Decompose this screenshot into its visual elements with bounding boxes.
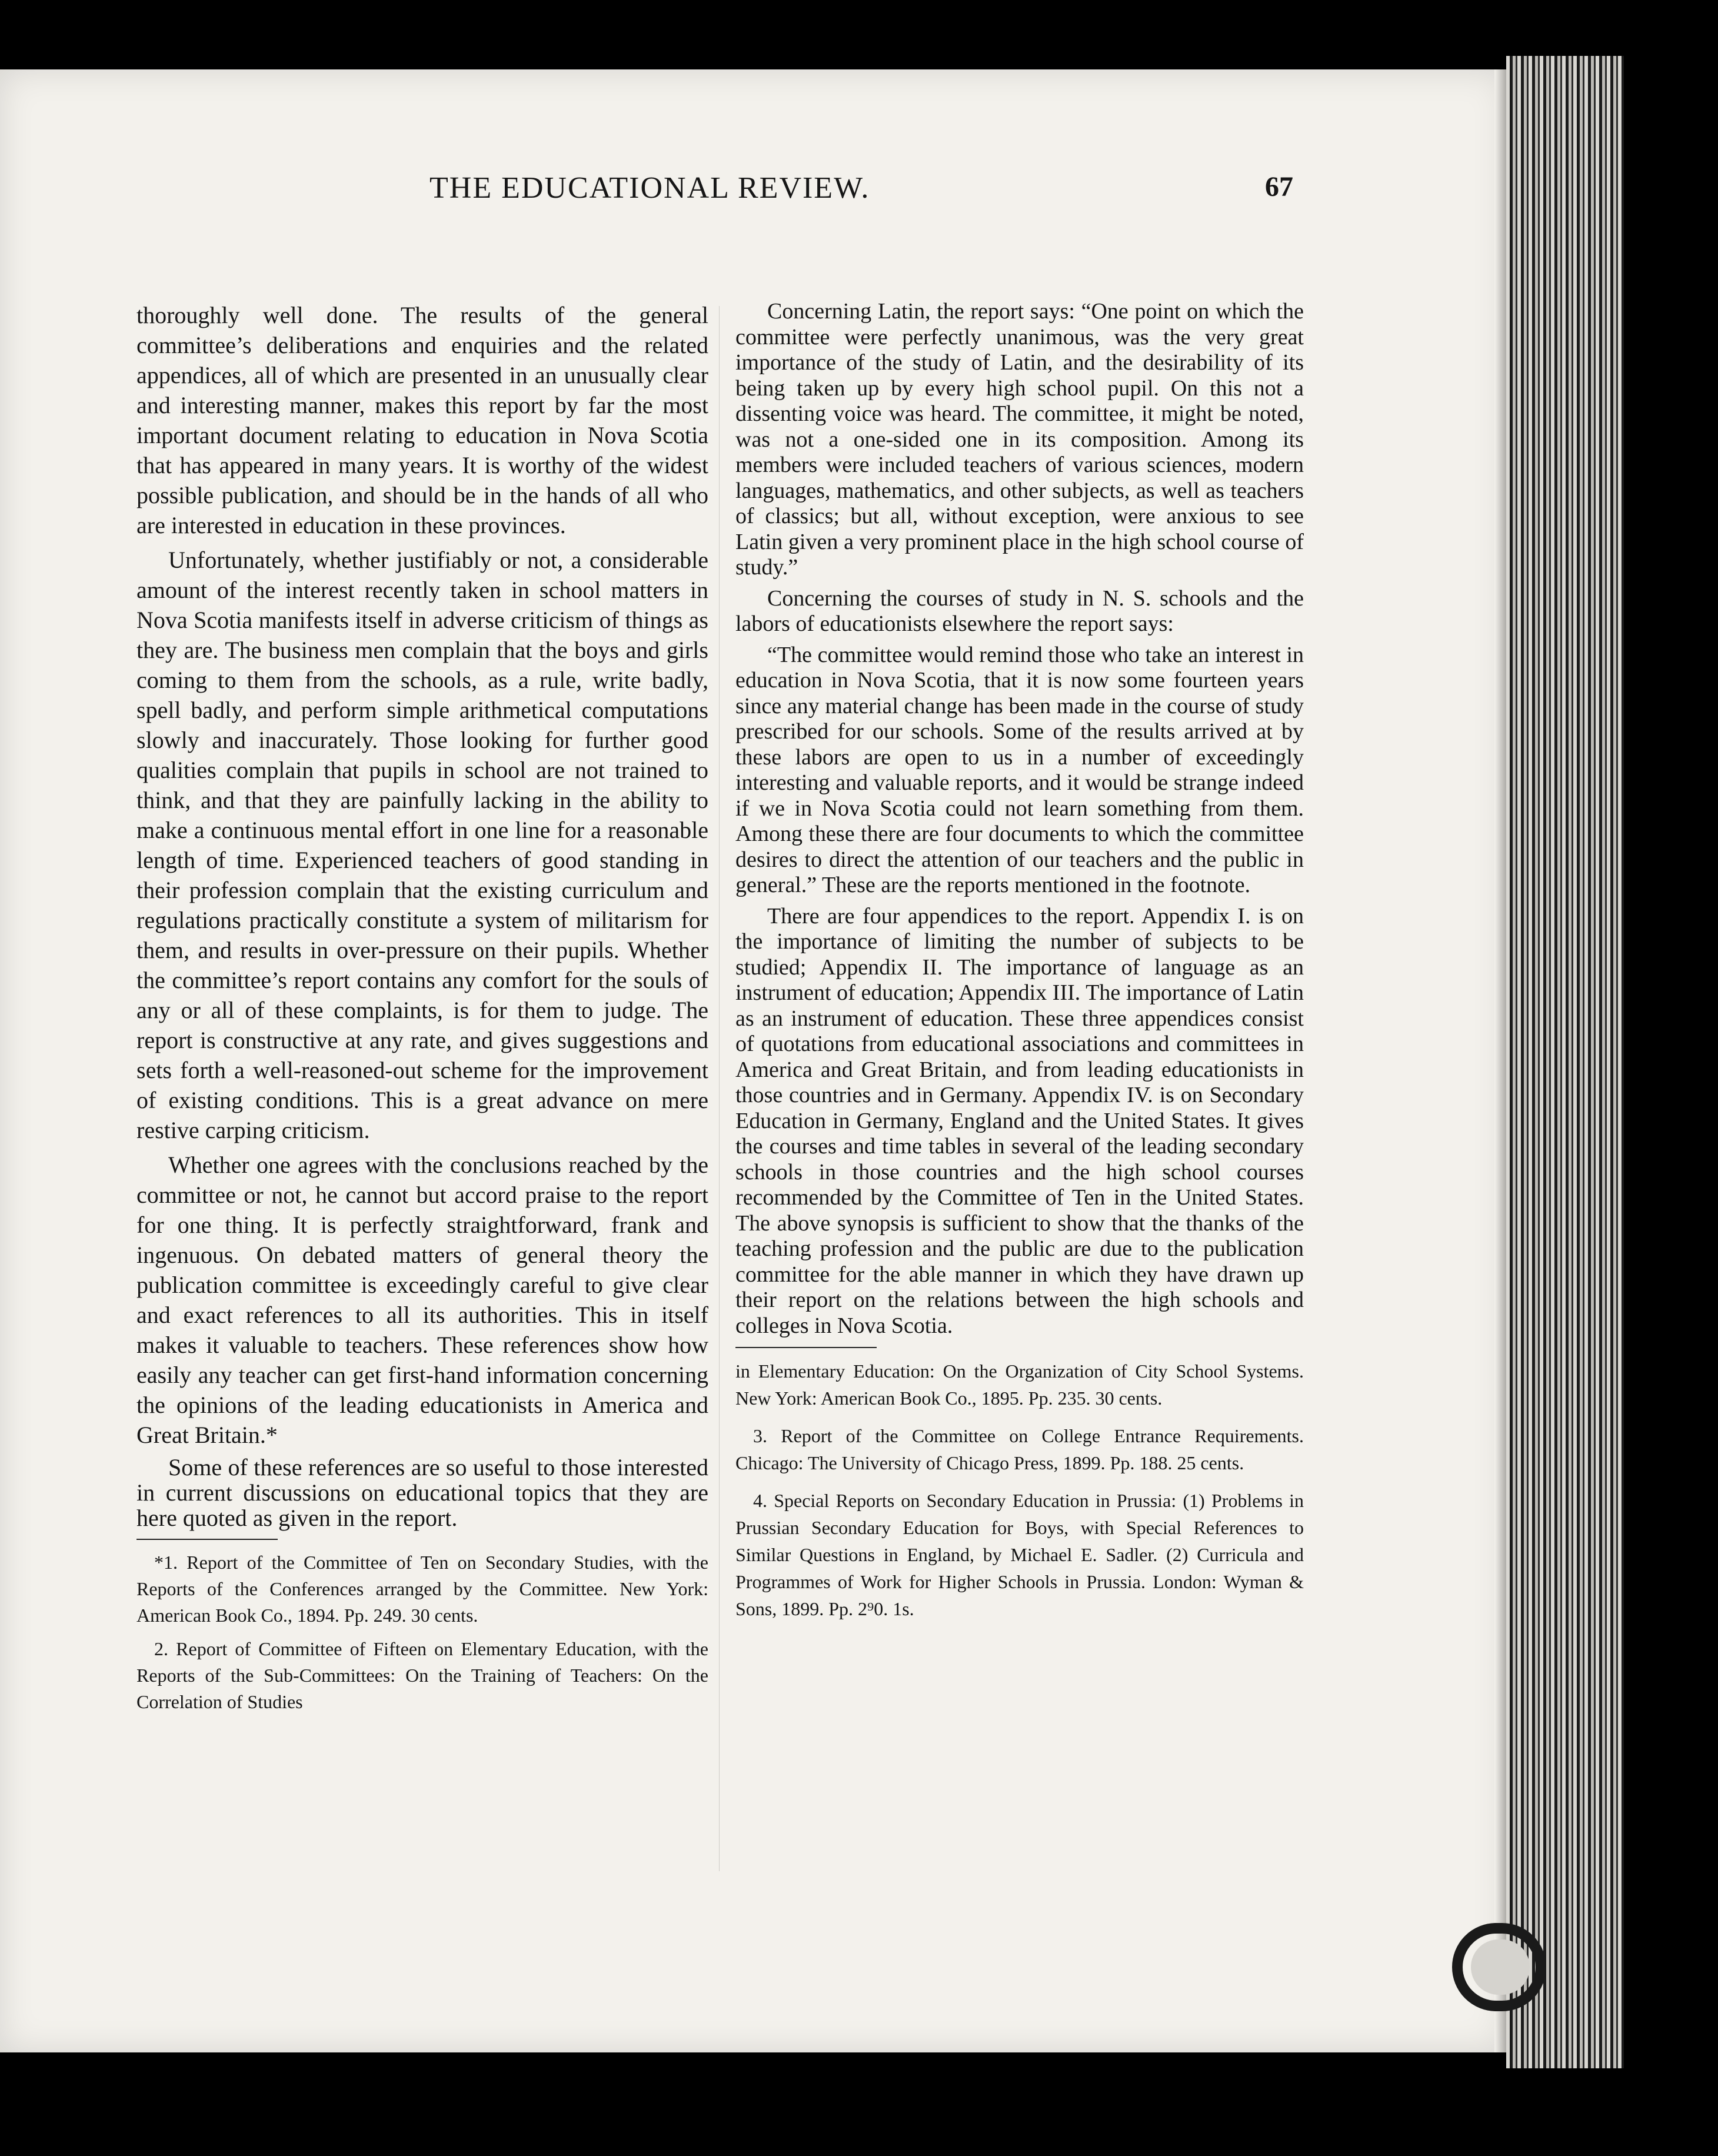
footnote-2: 2. Report of Committee of Fifteen on Elementary Education, with the Reports of the Sub-Committees: On the Training of Teachers: On the Correlation of Studies	[136, 1638, 708, 1712]
right-paragraph-1: Concerning Latin, the report says: “One point on which the committee were perfectly unanimous, was the very great importance of the study of Latin, and the desirability of its being taken up by every high school pupil. On this not a dissenting voice was heard. The committee, it might be noted, was not a one-sided one in its composition. Among its members were included teachers of various sciences, modern languages, mathematics, and other subjects, as well as teachers of classics; but all, without exception, were anxious to see Latin given a very prominent place in the high school course of study.”	[735, 299, 1304, 580]
footnote-rule	[136, 1539, 278, 1540]
book-binding-edge	[1506, 56, 1624, 2068]
left-paragraph-1: thoroughly well done. The results of the general committee’s deliberations and enquiries and the related appendices, all of which are presented in an unusually clear and interesting manner, makes this report by far the most important document relating to education in Nova Scotia that has appeared in many years. It is worthy of the widest possible publication, and should be in the hands of all who are interested in education in these provinces.	[136, 302, 708, 538]
footnote-3: 3. Report of the Committee on College Entrance Requirements. Chicago: The University of Chicago Press, 1899. Pp. 188. 25 cents.	[735, 1425, 1304, 1473]
footnote-2-continued: in Elementary Education: On the Organization of City School Systems. New York: American Book Co., 1895. Pp. 235. 30 cents.	[735, 1360, 1304, 1409]
binder-clip-inner	[1471, 1939, 1530, 1995]
right-paragraph-3: “The committee would remind those who take an interest in education in Nova Scotia, that it is now some fourteen years since any material change has been made in the course of study prescribed for our schools. Some of the results arrived at by these labors are open to us in a number of exceedingly interesting and valuable reports, and it would be strange indeed if we in Nova Scotia could not learn something from them. Among these there are four documents to which the committee desires to direct the attention of our teachers and the public in general.” These are the reports mentioned in the footnote.	[735, 642, 1304, 897]
page-number: 67	[1265, 171, 1293, 202]
left-paragraph-3: Whether one agrees with the conclusions reached by the committee or not, he cannot but accord praise to the report for one thing. It is perfectly straightforward, frank and ingenuous. On debated matters of general theory the publication committee is exceedingly careful to give clear and exact references to all its authorities. This in itself makes it valuable to teachers. These references show how easily any teacher can get first-hand information concerning the opinions of the leading educationists in America and Great Britain.*	[136, 1152, 708, 1448]
column-gutter	[719, 306, 720, 1871]
running-head	[0, 171, 1471, 224]
right-paragraph-4: There are four appendices to the report. Appendix I. is on the importance of limiting the number of subjects to be studied; Appendix II. The importance of language as an instrument of education; Appendix III. The importance of Latin as an instrument of education. These three appendices consist of quotations from educational associations and committees in America and Great Britain, and from leading educationists in those countries and in Germany. Appendix IV. is on Secondary Education in Germany, England and the United States. It gives the courses and time tables in several of the leading secondary schools in those countries and the high school courses recommended by the Committee of Ten in the United States. The above synopsis is sufficient to show that the thanks of the teaching profession and the public are due to the publication committee for the able manner in which they have drawn up their report on the relations between the high schools and colleges in Nova Scotia.	[735, 903, 1304, 1338]
footnote-1: *1. Report of the Committee of Ten on Secondary Studies, with the Reports of the Conferences arranged by the Committee. New York: American Book Co., 1894. Pp. 249. 30 cents.	[136, 1552, 708, 1626]
footnote-4: 4. Special Reports on Secondary Education in Prussia: (1) Problems in Prussian Secondary Education for Boys, with Special References to Similar Questions in England, by Michael E. Sadler. (2) Curricula and Programmes of Work for Higher Schools in Prussia. London: Wyman & Sons, 1899. Pp. 2⁹0. 1s.	[735, 1490, 1304, 1619]
right-column	[735, 299, 1304, 1633]
left-paragraph-2: Unfortunately, whether justifiably or not, a considerable amount of the interest recently taken in school matters in Nova Scotia manifests itself in adverse criticism of things as they are. The business men complain that the boys and girls coming to them from the schools, as a rule, write badly, spell badly, and perform simple arithmetical computations slowly and inaccurately. Those looking for further good qualities complain that pupils in school are not trained to think, and that they are painfully lacking in the ability to make a continuous mental effort in one line for a reasonable length of time. Experienced teachers of good standing in their profession complain that the existing curriculum and regulations practically constitute a system of militarism for them, and results in over-pressure on their pupils. Whether the committee’s report contains any comfort for the souls of any or all of these complaints, is for them to judge. The report is constructive at any rate, and gives suggestions and sets forth a well-reasoned-out scheme for the improvement of existing conditions. This is a great advance on mere restive carping criticism.	[136, 547, 708, 1143]
footnote-rule	[735, 1347, 877, 1348]
left-column	[136, 300, 708, 1722]
left-paragraph-4: Some of these references are so useful to those interested in current discussions on educational topics that they are here quoted as given in the report.	[136, 1454, 708, 1531]
right-paragraph-2: Concerning the courses of study in N. S. schools and the labors of educationists elsewhere the report says:	[735, 585, 1304, 636]
journal-title: THE EDUCATIONAL REVIEW.	[430, 171, 870, 205]
